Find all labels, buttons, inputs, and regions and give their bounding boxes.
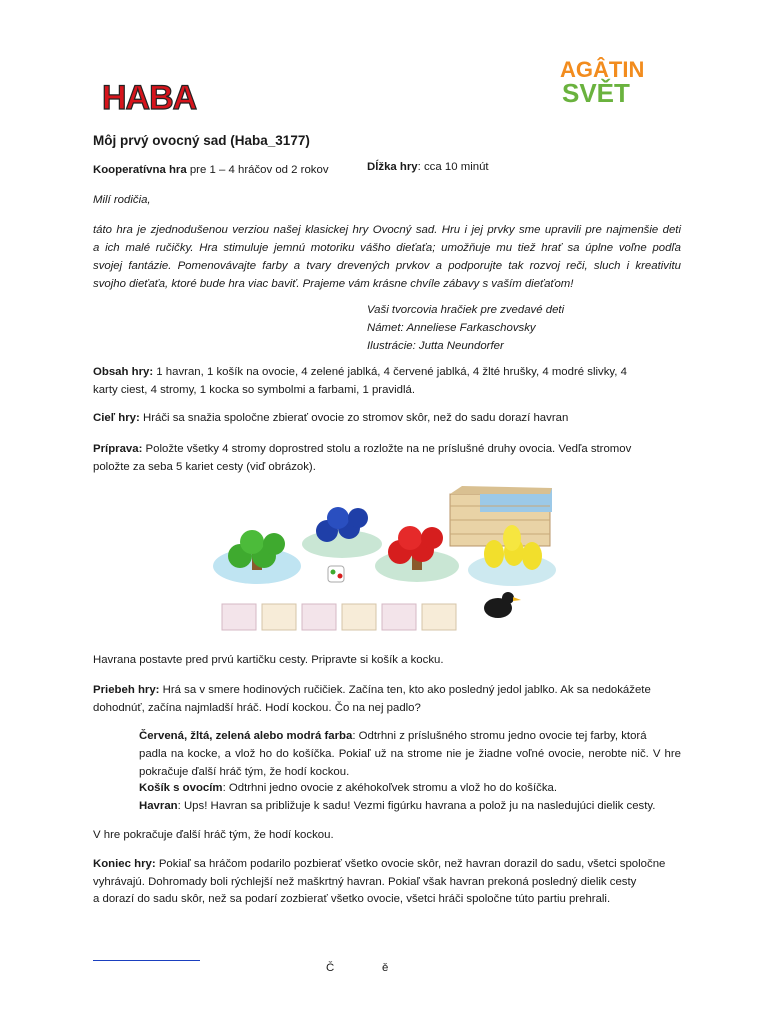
setup-label: Príprava:: [93, 443, 143, 455]
rule-color-label: Červená, žltá, zelená alebo modrá farba: [139, 730, 353, 742]
contents-line-2: karty ciest, 4 stromy, 1 kocka so symbolmi a farbami, 1 pravidlá.: [93, 384, 415, 396]
setup-line-2: položte za seba 5 kariet cesty (viď obrázok).: [93, 461, 316, 473]
setup-text-1: Položte všetky 4 stromy doprostred stolu a rozložte na ne príslušné druhy ovocia. Vedľa stromov: [142, 443, 632, 455]
play-line-1: [93, 681, 681, 699]
goal-line: [93, 409, 681, 427]
rule-color-line-1: [139, 727, 681, 745]
duration-text: : cca 10 minút: [417, 161, 489, 173]
agatin-svet-logo: [556, 55, 666, 105]
path-cards: [222, 604, 456, 630]
greeting: Milí rodičia,: [93, 194, 151, 206]
duration-label: Dĺžka hry: [367, 161, 418, 173]
end-label: Koniec hry:: [93, 858, 156, 870]
game-type-text: pre 1 – 4 hráčov od 2 rokov: [186, 164, 329, 176]
rule-basket-line: [139, 779, 681, 797]
footer-char-1: Č: [326, 962, 335, 974]
haba-logo: [100, 76, 204, 118]
intro-line-2: a ich malé ručičky. Hra stimuluje jemnú motoriku vášho dieťaťa; umožňuje mu tiež hrať sa úplne voľne podľa: [93, 242, 681, 254]
end-text-1: Pokiaľ sa hráčom podarilo pozbierať všetko ovocie skôr, než havran dorazil do sadu, všetci spoločne: [155, 858, 666, 870]
agatin-logo-line2: SVĚT: [562, 78, 630, 105]
goal-label: Cieľ hry:: [93, 412, 140, 424]
dice-illustration: [328, 566, 344, 582]
play-line-2: dohodnúť, začína najmladší hráč. Hodí kockou. Čo na nej padlo?: [93, 702, 421, 714]
duration-line: [367, 161, 489, 173]
intro-line-1: táto hra je zjednodušenou verziou našej klasickej hry Ovocný sad. Hru i jej prvky sme upravili pre najmenšie deti: [93, 224, 681, 236]
play-label: Priebeh hry:: [93, 684, 160, 696]
rule-color-text-1: : Odtrhni z príslušného stromu jedno ovocie tej farby, ktorá: [352, 730, 647, 742]
blue-plum-tree: [302, 507, 382, 558]
game-components-photo: [212, 486, 557, 638]
rule-basket-text: : Odtrhni jedno ovocie z akéhokoľvek stromu a vlož ho do košíčka.: [222, 782, 558, 794]
play-text-1: Hrá sa v smere hodinových ručičiek. Začína ten, kto ako posledný jedol jablko. Ak sa nedokážete: [159, 684, 651, 696]
raven-setup-line: Havrana postavte pred prvú kartičku cesty. Pripravte si košík a kocku.: [93, 654, 444, 666]
green-apple-tree: [213, 530, 301, 584]
raven-figure: [484, 592, 521, 618]
intro-line-3: svojej fantázie. Pomenovávajte farby a tvary drevených prvkov a podporujte tak rozvoj reči, sluch i kreativitu: [93, 260, 681, 272]
end-line-1: [93, 855, 681, 873]
end-line-2: vyhrávajú. Dohromady boli rýchlejší než maškrtný havran. Pokiaľ však havran prekoná posledný dielik cesty: [93, 876, 637, 888]
contents-label: Obsah hry:: [93, 366, 154, 378]
contents-text-1: 1 havran, 1 košík na ovocie, 4 zelené jablká, 4 červené jablká, 4 žlté hrušky, 4 modré slivky, 4: [153, 366, 627, 378]
basket-illustration: [450, 486, 552, 546]
agatin-logo-line1: AGÂTIN: [560, 57, 645, 82]
haba-logo-text: HABA: [102, 79, 197, 117]
setup-line-1: [93, 440, 681, 458]
rule-color-line-2: padla na kocke, a vlož ho do košíčka. Pokiaľ už na strome nie je žiadne voľné ovocie, nerobte nič. V hre: [139, 748, 681, 760]
rule-raven-text: : Ups! Havran sa približuje k sadu! Vezmi figúrku havrana a polož ju na nasledujúci dielik cesty.: [177, 800, 656, 812]
red-apple-tree: [375, 526, 459, 582]
continue-line: V hre pokračuje ďalší hráč tým, že hodí kockou.: [93, 829, 334, 841]
document-title: Môj prvý ovocný sad (Haba_3177): [93, 133, 310, 148]
rule-color-line-3: pokračuje ďalší hráč tým, že hodí kockou.: [139, 766, 350, 778]
goal-text: Hráči sa snažia spoločne zbierať ovocie zo stromov skôr, než do sadu dorazí havran: [139, 412, 569, 424]
contents-line-1: [93, 363, 681, 381]
end-line-3: a dorazí do sadu skôr, než sa podarí zozbierať všetko ovocie, všetci hráči spoločne túto partiu prehrali.: [93, 893, 611, 905]
rule-basket-label: Košík s ovocím: [139, 782, 223, 794]
signature-line-1: Vaši tvorcovia hračiek pre zvedavé deti: [367, 304, 565, 316]
footer-char-2: ě: [382, 962, 389, 974]
rule-raven-line: [139, 797, 681, 815]
intro-line-4: svojho dieťaťa, ktoré bude hra viac baviť. Prajeme vám krásne chvíle zábavy s vaším dieťaťom!: [93, 278, 574, 290]
rule-raven-label: Havran: [139, 800, 178, 812]
signature-line-2: Námet: Anneliese Farkaschovsky: [367, 322, 536, 334]
footnote-link-underline: [93, 960, 200, 961]
game-type-label: Kooperatívna hra: [93, 164, 187, 176]
signature-line-3: Ilustrácie: Jutta Neundorfer: [367, 340, 504, 352]
